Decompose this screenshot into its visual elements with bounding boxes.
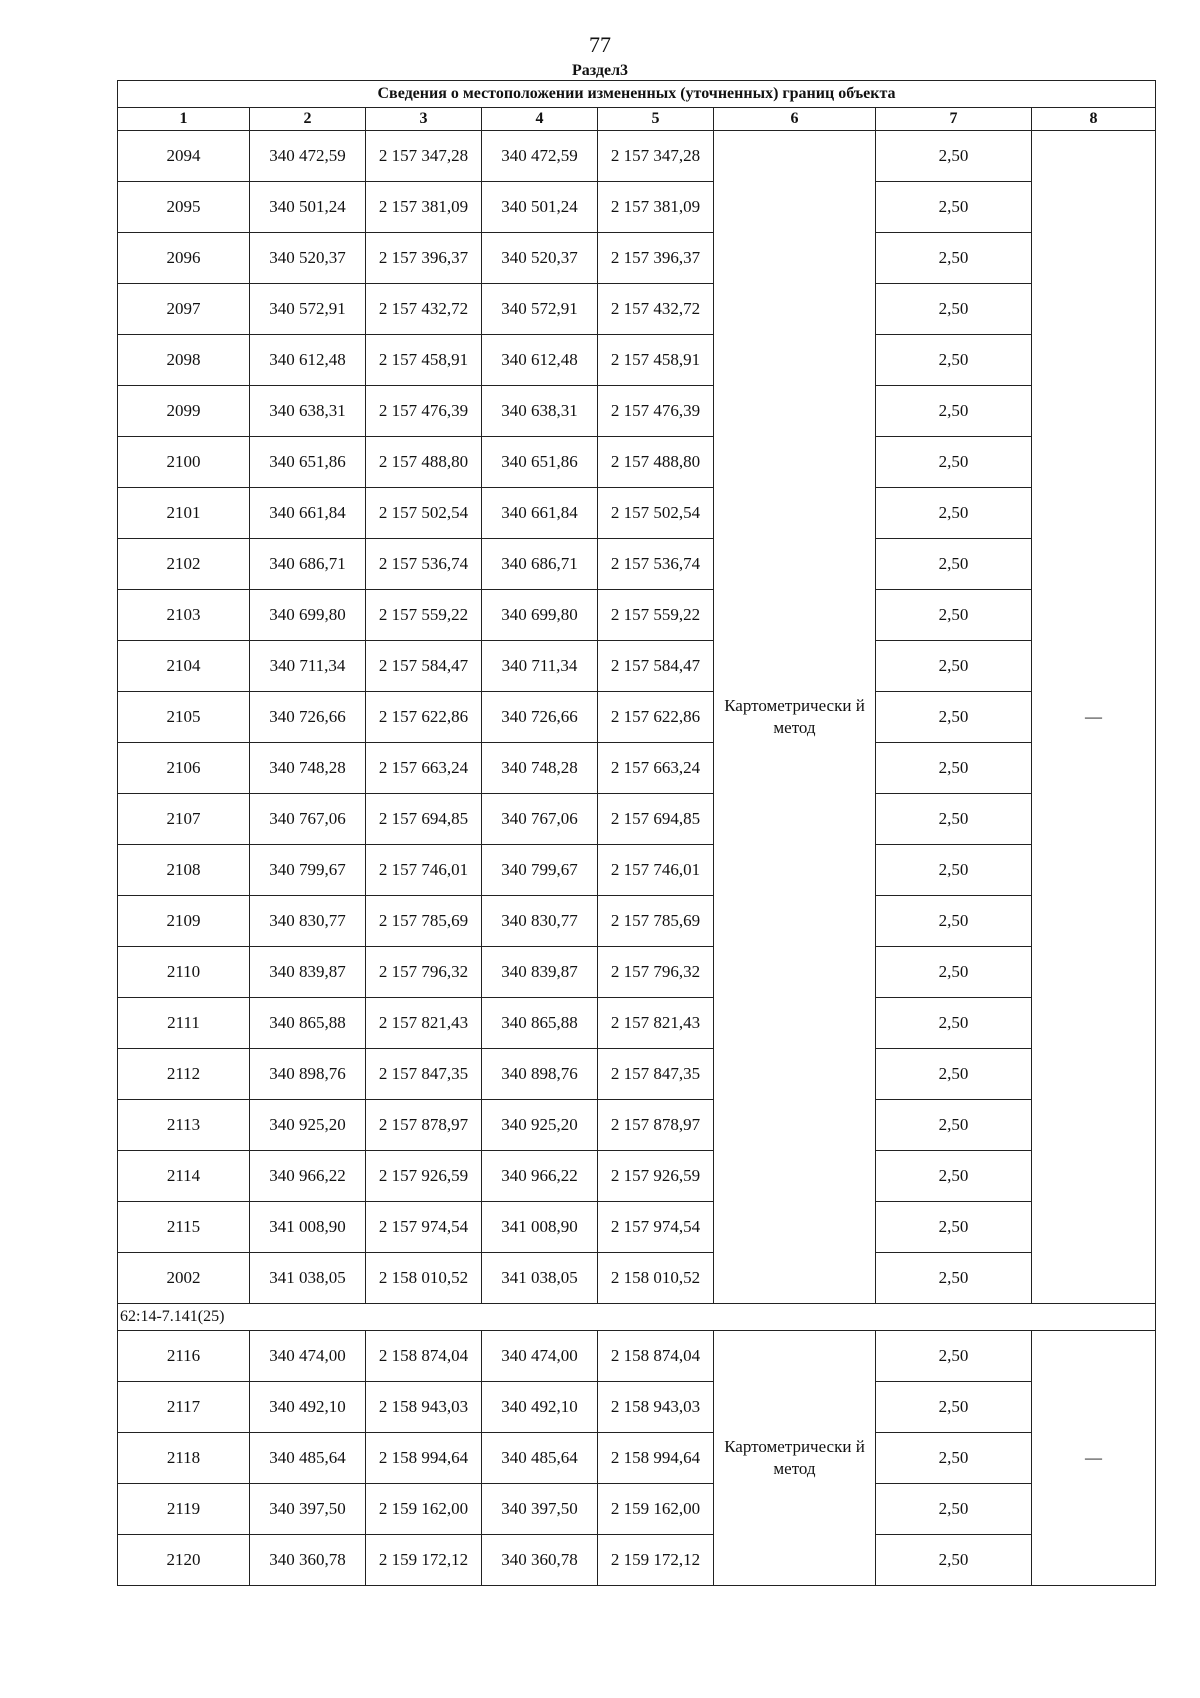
accuracy-cell: 2,50 xyxy=(876,1331,1032,1382)
coordinate-x-cell: 340 492,10 xyxy=(250,1382,366,1433)
coordinates-table xyxy=(117,80,1156,1586)
coordinate-x-cell: 340 485,64 xyxy=(250,1433,366,1484)
coordinate-y-cell: 2 158 010,52 xyxy=(366,1253,482,1304)
coordinate-x-cell: 341 038,05 xyxy=(482,1253,598,1304)
table-row xyxy=(118,1253,1156,1304)
coordinate-y-cell: 2 159 172,12 xyxy=(598,1535,714,1586)
coordinate-y-cell: 2 157 878,97 xyxy=(366,1100,482,1151)
coordinate-x-cell: 340 726,66 xyxy=(482,692,598,743)
coordinate-x-cell: 340 472,59 xyxy=(482,131,598,182)
coordinate-y-cell: 2 157 584,47 xyxy=(598,641,714,692)
table-row xyxy=(118,233,1156,284)
accuracy-cell: 2,50 xyxy=(876,1049,1032,1100)
coordinate-y-cell: 2 157 476,39 xyxy=(366,386,482,437)
point-number-cell: 2101 xyxy=(118,488,250,539)
coordinate-y-cell: 2 158 943,03 xyxy=(598,1382,714,1433)
coordinate-x-cell: 340 865,88 xyxy=(250,998,366,1049)
coordinate-y-cell: 2 157 622,86 xyxy=(598,692,714,743)
coordinate-x-cell: 340 572,91 xyxy=(250,284,366,335)
coordinate-x-cell: 340 686,71 xyxy=(482,539,598,590)
coordinate-x-cell: 340 925,20 xyxy=(250,1100,366,1151)
accuracy-cell: 2,50 xyxy=(876,1202,1032,1253)
accuracy-cell: 2,50 xyxy=(876,437,1032,488)
table-heading-row xyxy=(118,81,1156,108)
table-row xyxy=(118,896,1156,947)
coordinate-y-cell: 2 157 796,32 xyxy=(366,947,482,998)
point-number-cell: 2113 xyxy=(118,1100,250,1151)
table-row xyxy=(118,1100,1156,1151)
accuracy-cell: 2,50 xyxy=(876,947,1032,998)
accuracy-cell: 2,50 xyxy=(876,182,1032,233)
coordinate-x-cell: 340 799,67 xyxy=(250,845,366,896)
column-number: 2 xyxy=(250,108,366,131)
coordinate-y-cell: 2 157 559,22 xyxy=(598,590,714,641)
table-row xyxy=(118,182,1156,233)
accuracy-cell: 2,50 xyxy=(876,284,1032,335)
point-number-cell: 2115 xyxy=(118,1202,250,1253)
coordinate-x-cell: 340 474,00 xyxy=(250,1331,366,1382)
coordinate-y-cell: 2 157 974,54 xyxy=(598,1202,714,1253)
coordinate-x-cell: 341 008,90 xyxy=(482,1202,598,1253)
column-number: 3 xyxy=(366,108,482,131)
table-row xyxy=(118,1484,1156,1535)
table-row xyxy=(118,284,1156,335)
coordinate-y-cell: 2 159 162,00 xyxy=(366,1484,482,1535)
coordinate-y-cell: 2 157 502,54 xyxy=(366,488,482,539)
point-number-cell: 2096 xyxy=(118,233,250,284)
accuracy-cell: 2,50 xyxy=(876,845,1032,896)
coordinate-y-cell: 2 157 458,91 xyxy=(598,335,714,386)
accuracy-cell: 2,50 xyxy=(876,641,1032,692)
parcel-label: 62:14-7.141(25) xyxy=(118,1304,1156,1331)
column-number: 4 xyxy=(482,108,598,131)
table-body xyxy=(118,81,1156,1586)
coordinate-x-cell: 340 397,50 xyxy=(250,1484,366,1535)
coordinate-y-cell: 2 157 663,24 xyxy=(598,743,714,794)
coordinate-y-cell: 2 157 347,28 xyxy=(598,131,714,182)
coordinate-y-cell: 2 157 396,37 xyxy=(598,233,714,284)
coordinate-x-cell: 340 501,24 xyxy=(250,182,366,233)
column-number: 7 xyxy=(876,108,1032,131)
accuracy-cell: 2,50 xyxy=(876,539,1032,590)
table-row xyxy=(118,1535,1156,1586)
coordinate-y-cell: 2 157 347,28 xyxy=(366,131,482,182)
point-number-cell: 2094 xyxy=(118,131,250,182)
coordinate-x-cell: 340 925,20 xyxy=(482,1100,598,1151)
coordinate-y-cell: 2 157 746,01 xyxy=(366,845,482,896)
coordinate-x-cell: 340 699,80 xyxy=(482,590,598,641)
coordinate-x-cell: 340 612,48 xyxy=(250,335,366,386)
table-row xyxy=(118,1331,1156,1382)
coordinate-y-cell: 2 157 746,01 xyxy=(598,845,714,896)
coordinate-y-cell: 2 158 943,03 xyxy=(366,1382,482,1433)
table-row xyxy=(118,845,1156,896)
coordinate-y-cell: 2 157 694,85 xyxy=(598,794,714,845)
coordinate-x-cell: 340 839,87 xyxy=(250,947,366,998)
coordinate-y-cell: 2 157 821,43 xyxy=(366,998,482,1049)
coordinate-y-cell: 2 157 381,09 xyxy=(598,182,714,233)
coordinate-x-cell: 340 492,10 xyxy=(482,1382,598,1433)
coordinate-y-cell: 2 157 476,39 xyxy=(598,386,714,437)
accuracy-cell: 2,50 xyxy=(876,233,1032,284)
table-row xyxy=(118,1433,1156,1484)
accuracy-cell: 2,50 xyxy=(876,335,1032,386)
coordinate-x-cell: 340 799,67 xyxy=(482,845,598,896)
coordinate-x-cell: 340 711,34 xyxy=(250,641,366,692)
coordinate-x-cell: 340 898,76 xyxy=(482,1049,598,1100)
point-number-cell: 2118 xyxy=(118,1433,250,1484)
coordinate-y-cell: 2 157 926,59 xyxy=(366,1151,482,1202)
column-number: 1 xyxy=(118,108,250,131)
coordinate-x-cell: 340 898,76 xyxy=(250,1049,366,1100)
coordinate-x-cell: 340 966,22 xyxy=(482,1151,598,1202)
point-number-cell: 2102 xyxy=(118,539,250,590)
coordinate-x-cell: 340 830,77 xyxy=(250,896,366,947)
coordinate-y-cell: 2 157 796,32 xyxy=(598,947,714,998)
table-row xyxy=(118,131,1156,182)
coordinate-y-cell: 2 157 821,43 xyxy=(598,998,714,1049)
coordinate-y-cell: 2 157 694,85 xyxy=(366,794,482,845)
coordinate-y-cell: 2 158 994,64 xyxy=(366,1433,482,1484)
coordinate-x-cell: 340 865,88 xyxy=(482,998,598,1049)
coordinate-x-cell: 340 839,87 xyxy=(482,947,598,998)
point-number-cell: 2099 xyxy=(118,386,250,437)
coordinate-y-cell: 2 157 488,80 xyxy=(366,437,482,488)
accuracy-cell: 2,50 xyxy=(876,590,1032,641)
table-row xyxy=(118,335,1156,386)
column-number-row xyxy=(118,108,1156,131)
table-row xyxy=(118,998,1156,1049)
coordinate-x-cell: 340 726,66 xyxy=(250,692,366,743)
coordinate-y-cell: 2 157 381,09 xyxy=(366,182,482,233)
coordinate-y-cell: 2 157 974,54 xyxy=(366,1202,482,1253)
coordinate-y-cell: 2 157 584,47 xyxy=(366,641,482,692)
point-number-cell: 2002 xyxy=(118,1253,250,1304)
method-cell: Картометрически й метод xyxy=(714,1331,876,1586)
coordinate-x-cell: 340 360,78 xyxy=(250,1535,366,1586)
accuracy-cell: 2,50 xyxy=(876,896,1032,947)
coordinate-x-cell: 340 651,86 xyxy=(250,437,366,488)
point-number-cell: 2112 xyxy=(118,1049,250,1100)
table-row xyxy=(118,692,1156,743)
coordinate-y-cell: 2 157 926,59 xyxy=(598,1151,714,1202)
accuracy-cell: 2,50 xyxy=(876,1382,1032,1433)
table-row xyxy=(118,386,1156,437)
coordinate-x-cell: 341 038,05 xyxy=(250,1253,366,1304)
coordinate-y-cell: 2 157 663,24 xyxy=(366,743,482,794)
accuracy-cell: 2,50 xyxy=(876,692,1032,743)
coordinate-x-cell: 340 474,00 xyxy=(482,1331,598,1382)
table-row xyxy=(118,641,1156,692)
note-cell: — xyxy=(1032,1331,1156,1586)
coordinate-x-cell: 340 638,31 xyxy=(482,386,598,437)
coordinate-y-cell: 2 157 458,91 xyxy=(366,335,482,386)
coordinate-y-cell: 2 157 396,37 xyxy=(366,233,482,284)
coordinate-x-cell: 340 748,28 xyxy=(250,743,366,794)
coordinate-x-cell: 340 748,28 xyxy=(482,743,598,794)
coordinate-y-cell: 2 157 432,72 xyxy=(366,284,482,335)
point-number-cell: 2109 xyxy=(118,896,250,947)
table-row xyxy=(118,743,1156,794)
point-number-cell: 2107 xyxy=(118,794,250,845)
table-row xyxy=(118,1049,1156,1100)
coordinate-y-cell: 2 157 536,74 xyxy=(366,539,482,590)
coordinate-y-cell: 2 157 536,74 xyxy=(598,539,714,590)
point-number-cell: 2110 xyxy=(118,947,250,998)
coordinate-x-cell: 340 711,34 xyxy=(482,641,598,692)
coordinate-y-cell: 2 157 432,72 xyxy=(598,284,714,335)
table-row xyxy=(118,947,1156,998)
coordinate-y-cell: 2 159 162,00 xyxy=(598,1484,714,1535)
point-number-cell: 2108 xyxy=(118,845,250,896)
method-cell: Картометрически й метод xyxy=(714,131,876,1304)
accuracy-cell: 2,50 xyxy=(876,1484,1032,1535)
accuracy-cell: 2,50 xyxy=(876,1535,1032,1586)
coordinate-x-cell: 340 520,37 xyxy=(482,233,598,284)
coordinate-y-cell: 2 157 502,54 xyxy=(598,488,714,539)
coordinate-y-cell: 2 157 847,35 xyxy=(598,1049,714,1100)
accuracy-cell: 2,50 xyxy=(876,743,1032,794)
coordinate-y-cell: 2 159 172,12 xyxy=(366,1535,482,1586)
coordinate-y-cell: 2 157 847,35 xyxy=(366,1049,482,1100)
coordinate-y-cell: 2 157 878,97 xyxy=(598,1100,714,1151)
point-number-cell: 2111 xyxy=(118,998,250,1049)
column-number: 8 xyxy=(1032,108,1156,131)
note-cell: — xyxy=(1032,131,1156,1304)
table-row xyxy=(118,1151,1156,1202)
coordinate-y-cell: 2 158 994,64 xyxy=(598,1433,714,1484)
point-number-cell: 2098 xyxy=(118,335,250,386)
coordinate-x-cell: 340 360,78 xyxy=(482,1535,598,1586)
point-number-cell: 2100 xyxy=(118,437,250,488)
accuracy-cell: 2,50 xyxy=(876,1433,1032,1484)
accuracy-cell: 2,50 xyxy=(876,998,1032,1049)
accuracy-cell: 2,50 xyxy=(876,1100,1032,1151)
table-title: Сведения о местоположении измененных (уточненных) границ объекта xyxy=(118,81,1156,108)
table-row xyxy=(118,590,1156,641)
coordinate-x-cell: 340 966,22 xyxy=(250,1151,366,1202)
column-number: 5 xyxy=(598,108,714,131)
parcel-label-row xyxy=(118,1304,1156,1331)
table-row xyxy=(118,1382,1156,1433)
coordinate-y-cell: 2 157 488,80 xyxy=(598,437,714,488)
coordinate-x-cell: 340 472,59 xyxy=(250,131,366,182)
coordinate-x-cell: 340 612,48 xyxy=(482,335,598,386)
page-number: 77 xyxy=(589,32,611,57)
table-row xyxy=(118,539,1156,590)
accuracy-cell: 2,50 xyxy=(876,794,1032,845)
coordinate-x-cell: 340 767,06 xyxy=(482,794,598,845)
coordinate-x-cell: 340 661,84 xyxy=(250,488,366,539)
point-number-cell: 2114 xyxy=(118,1151,250,1202)
accuracy-cell: 2,50 xyxy=(876,1151,1032,1202)
point-number-cell: 2116 xyxy=(118,1331,250,1382)
accuracy-cell: 2,50 xyxy=(876,386,1032,437)
accuracy-cell: 2,50 xyxy=(876,1253,1032,1304)
coordinate-x-cell: 340 830,77 xyxy=(482,896,598,947)
coordinate-y-cell: 2 158 874,04 xyxy=(366,1331,482,1382)
point-number-cell: 2104 xyxy=(118,641,250,692)
coordinate-y-cell: 2 158 010,52 xyxy=(598,1253,714,1304)
coordinate-y-cell: 2 157 622,86 xyxy=(366,692,482,743)
coordinate-x-cell: 340 651,86 xyxy=(482,437,598,488)
coordinate-x-cell: 340 767,06 xyxy=(250,794,366,845)
point-number-cell: 2119 xyxy=(118,1484,250,1535)
coordinate-x-cell: 340 572,91 xyxy=(482,284,598,335)
point-number-cell: 2106 xyxy=(118,743,250,794)
coordinate-y-cell: 2 158 874,04 xyxy=(598,1331,714,1382)
point-number-cell: 2105 xyxy=(118,692,250,743)
point-number-cell: 2103 xyxy=(118,590,250,641)
point-number-cell: 2097 xyxy=(118,284,250,335)
section-title: Раздел3 xyxy=(571,62,629,79)
coordinate-x-cell: 341 008,90 xyxy=(250,1202,366,1253)
accuracy-cell: 2,50 xyxy=(876,488,1032,539)
coordinate-x-cell: 340 699,80 xyxy=(250,590,366,641)
point-number-cell: 2120 xyxy=(118,1535,250,1586)
coordinate-y-cell: 2 157 785,69 xyxy=(598,896,714,947)
coordinate-x-cell: 340 686,71 xyxy=(250,539,366,590)
table-row xyxy=(118,1202,1156,1253)
coordinate-x-cell: 340 661,84 xyxy=(482,488,598,539)
point-number-cell: 2117 xyxy=(118,1382,250,1433)
coordinate-x-cell: 340 520,37 xyxy=(250,233,366,284)
table-row xyxy=(118,794,1156,845)
table-row xyxy=(118,437,1156,488)
accuracy-cell: 2,50 xyxy=(876,131,1032,182)
coordinate-x-cell: 340 485,64 xyxy=(482,1433,598,1484)
coordinate-x-cell: 340 501,24 xyxy=(482,182,598,233)
column-number: 6 xyxy=(714,108,876,131)
point-number-cell: 2095 xyxy=(118,182,250,233)
coordinate-y-cell: 2 157 559,22 xyxy=(366,590,482,641)
coordinate-y-cell: 2 157 785,69 xyxy=(366,896,482,947)
coordinate-x-cell: 340 397,50 xyxy=(482,1484,598,1535)
table-row xyxy=(118,488,1156,539)
coordinate-x-cell: 340 638,31 xyxy=(250,386,366,437)
